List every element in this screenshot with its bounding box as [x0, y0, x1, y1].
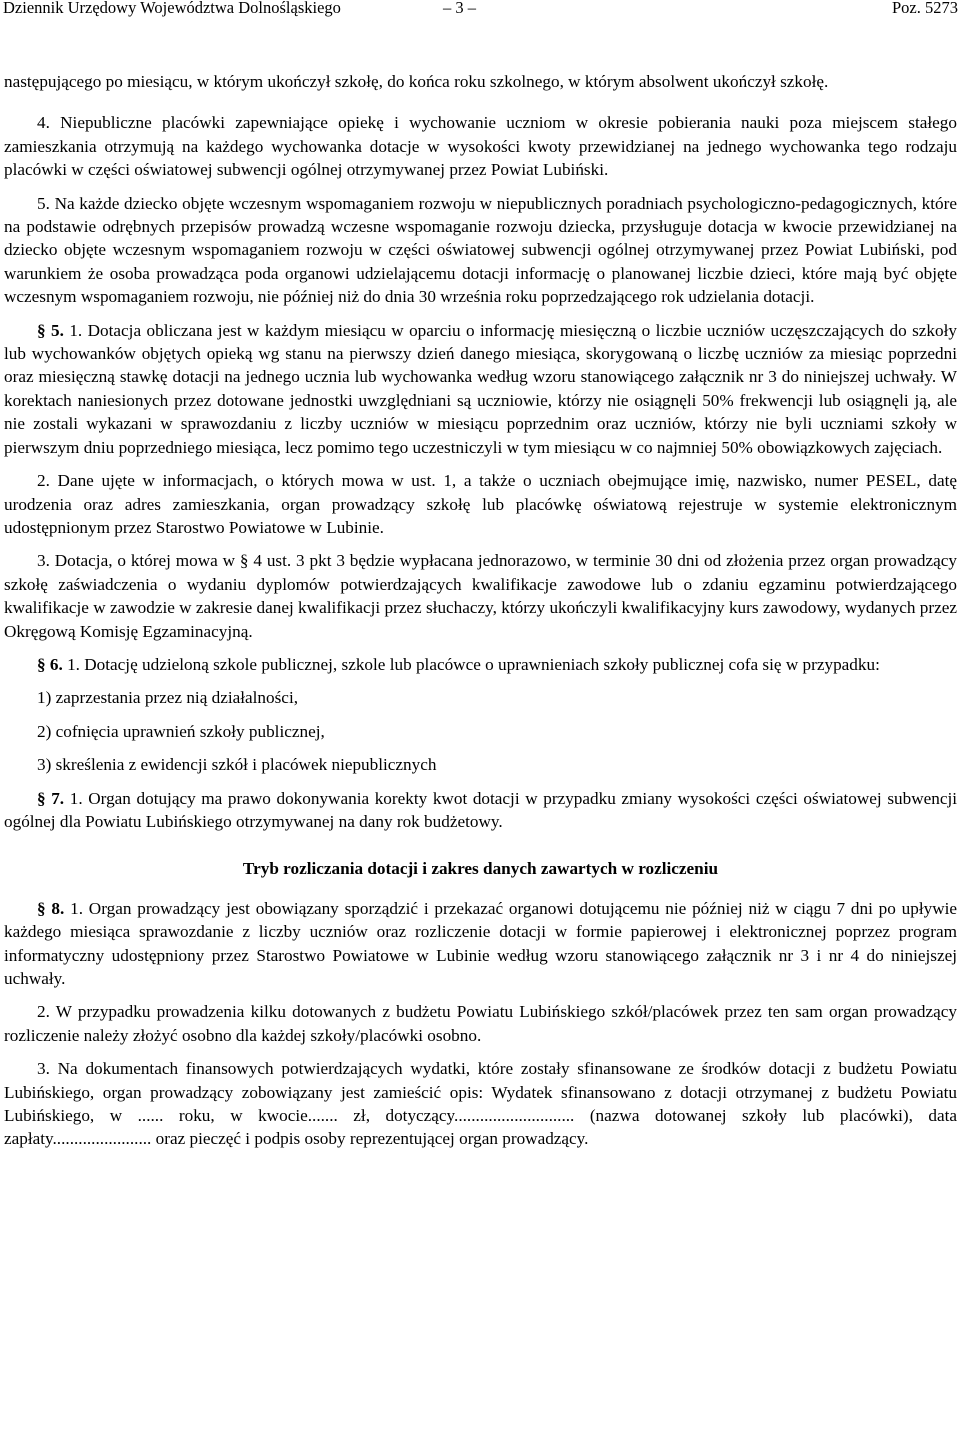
list-item: 1) zaprzestania przez nią działalności, — [37, 688, 299, 708]
section-5-paragraph-3: 3. Dotacja, o której mowa w § 4 ust. 3 pkt 3 będzie wypłacana jednorazowo, w terminie 30 dni od złożenia przez organ prowadzący szkołę zaświadczenia o wydaniu dyplomów potwierdzających kwalifikacje zawodowe lub o zdaniu egzaminu potwierdzającego kwalifikacje w zawodzie w zakresie danej kwalifikacji przez słuchaczy, którzy ukończyli kwalifikacyjny kurs zawodowy, wydanych przez Okręgową Komisję Egzaminacyjną. — [4, 551, 957, 641]
page-header — [3, 0, 958, 16]
list-item: 3) skreślenia z ewidencji szkół i placówek niepublicznych — [37, 755, 437, 775]
document-body — [4, 70, 957, 1151]
section-5-paragraph-2: 2. Dane ujęte w informacjach, o których mowa w ust. 1, a także o uczniach obejmujące imię, nazwisko, numer PESEL, datę urodzenia oraz adres zamieszkania, organ prowadzący szkołę lub placówkę oświatową rejestruje w systemie elektronicznym udostępnionym przez Starostwo Powiatowe w Lubinie. — [4, 471, 957, 537]
section-5-number: § 5. — [37, 320, 64, 340]
section-5-paragraph-1 — [4, 319, 957, 459]
section-6-list — [4, 686, 957, 776]
section-8-paragraph-3: 3. Na dokumentach finansowych potwierdzających wydatki, które zostały sfinansowane ze środków dotacji z budżetu Powiatu Lubińskiego, organ prowadzący zobowiązany jest zamieścić opis: Wydatek sfinansowano z dotacji otrzymanej z budżetu Powiatu Lubińskiego, w ...... roku, w kwocie....... zł, dotyczący............................ (nazwa dotowanej szkoły lub placówki), data zapłaty....................... oraz pieczęć i podpis osoby reprezentującej organ prowadzący. — [4, 1059, 957, 1149]
section-6-text-1: 1. Dotację udzieloną szkole publicznej, szkole lub placówce o uprawnieniach szkoły publicznej cofa się w przypadku: — [67, 654, 880, 674]
paragraph-4: 4. Niepubliczne placówki zapewniające opiekę i wychowanie uczniom w okresie pobierania nauki poza miejscem stałego zamieszkania otrzymują na każdego wychowanka dotacje w wysokości kwoty przewidzianej na jednego wychowanka tego rodzaju placówki w części oświatowej subwencji ogólnej otrzymywanej przez Powiat Lubiński. — [4, 113, 957, 180]
section-7-text-1: 1. Organ dotujący ma prawo dokonywania korekty kwot dotacji w przypadku zmiany wysokości części oświatowej subwencji ogólnej dla Powiatu Lubińskiego otrzymywanej na dany rok budżetowy. — [4, 788, 958, 831]
section-8-text-1: 1. Organ prowadzący jest obowiązany sporządzić i przekazać organowi dotującemu nie później niż w ciągu 7 dni po upływie każdego miesiąca sprawozdanie z liczby uczniów oraz rozliczenie dotacji w formie papierowej i elektronicznej poprzez program informatyczny udostępniony przez Starostwo Powiatowe w Lubinie według wzoru stanowiącego załącznik nr 3 i nr 4 do niniejszej uchwały. — [4, 898, 958, 988]
section-6-number: § 6. — [37, 654, 63, 674]
section-6-paragraph-1 — [4, 653, 957, 676]
page-number: – 3 – — [443, 0, 476, 17]
list-item: 2) cofnięcia uprawnień szkoły publicznej, — [37, 721, 325, 741]
section-7-paragraph-1 — [4, 787, 957, 834]
section-heading: Tryb rozliczania dotacji i zakres danych zawartych w rozliczeniu — [242, 859, 719, 879]
section-5-text-1: 1. Dotacja obliczana jest w każdym miesiącu w oparciu o informację miesięczną o liczbie uczniów uczęszczających do szkoły lub wychowanków objętych opieką wg stanu na pierwszy dzień danego miesiąca, skorygowaną o liczbę uczniów za miesiąc poprzedni oraz miesięczną stawkę dotacji na jednego ucznia lub wychowanka według wzoru stanowiącego załącznik nr 3 do niniejszej uchwały. W korektach naniesionych przez dotowane jednostki uwzględniani są uczniowie, którzy nie osiągnęli 50% frekwencji lub osiągnęli ją, ale nie zostali wykazani w sprawozdaniu z liczby uczniów w miesiącu poprzednim oraz uczniów, którzy nie byli uczniami szkoły w pierwszym dniu poprzedniego miesiąca, lecz pomimo tego uczestniczyli w tym miesiącu w co najmniej 50% obowiązkowych zajęciach. — [4, 320, 957, 457]
paragraph-5: 5. Na każde dziecko objęte wczesnym wspomaganiem rozwoju w niepublicznych poradniach psychologiczno-pedagogicznych, które na podstawie odrębnych przepisów prowadzą wczesne wspomaganie rozwoju dziecka, przysługuje dotacja w kwocie przewidzianej na dziecko objęte wczesnym wspomaganiem rozwoju w części oświatowej subwencji ogólnej otrzymywanej przez Powiat Lubiński, pod warunkiem że osoba prowadząca poda organowi udzielającemu dotacji informację o planowanej liczbie dzieci, które mają być objęte wczesnym wspomaganiem rozwoju, nie później niż do dnia 30 września roku poprzedzającego rok udzielania dotacji. — [4, 193, 957, 307]
section-7-number: § 7. — [37, 788, 65, 808]
section-8-number: § 8. — [37, 898, 65, 918]
journal-title: Dziennik Urzędowy Województwa Dolnośląskiego — [3, 0, 341, 17]
section-8-paragraph-1 — [4, 897, 957, 991]
section-8-paragraph-2: 2. W przypadku prowadzenia kilku dotowanych z budżetu Powiatu Lubińskiego szkół/placówek przez ten sam organ prowadzący rozliczenie należy złożyć osobno dla każdej szkoły/placówki osobno. — [4, 1002, 957, 1045]
position-number: Poz. 5273 — [892, 0, 958, 17]
paragraph-continuation: następującego po miesiącu, w którym ukończył szkołę, do końca roku szkolnego, w którym absolwent ukończył szkołę. — [4, 72, 829, 91]
